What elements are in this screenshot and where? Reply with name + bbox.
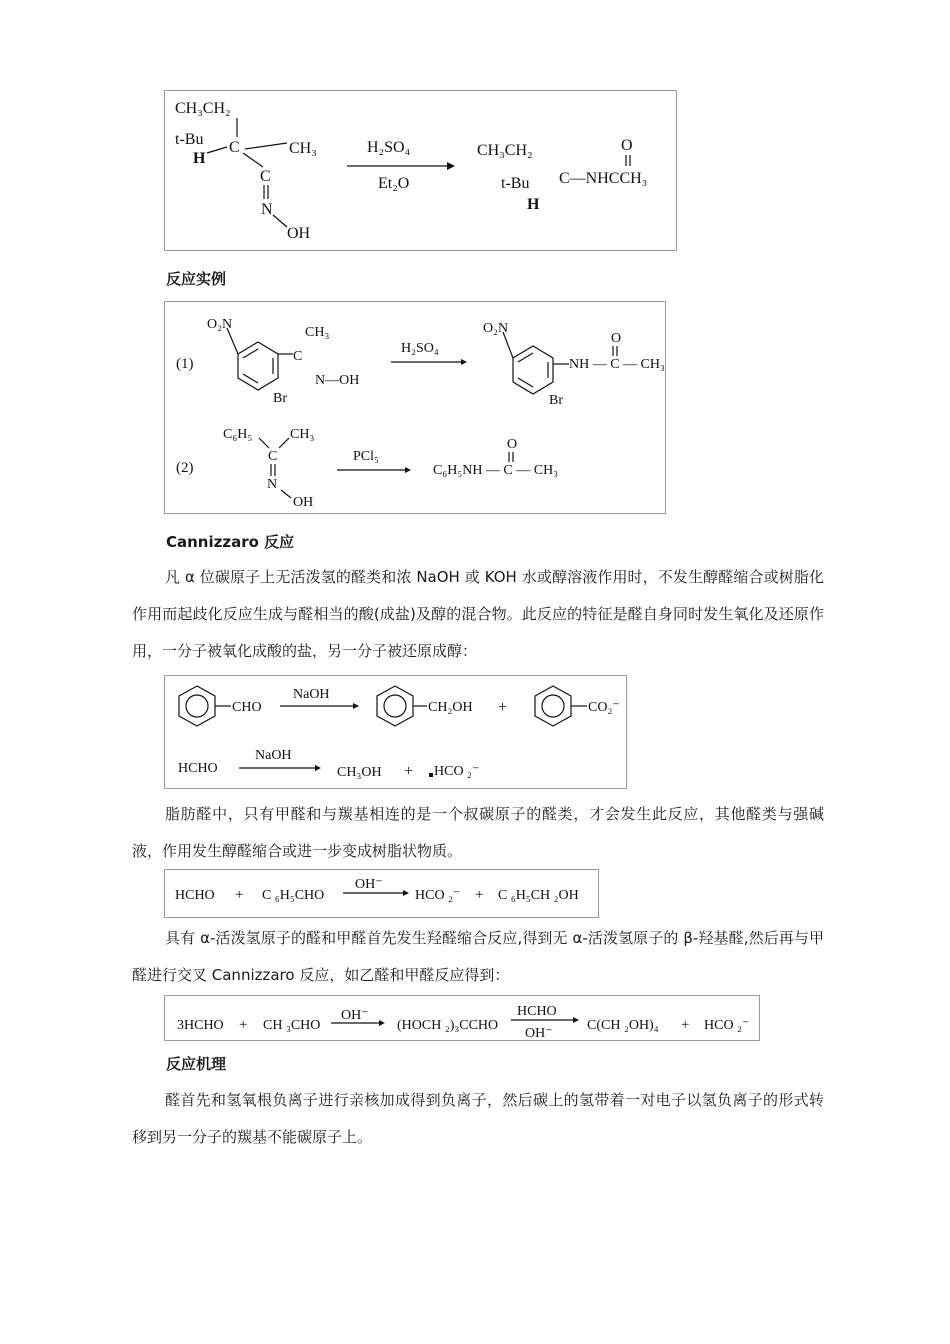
ring-b-bond-inner-1 bbox=[518, 353, 533, 362]
bond-c-c bbox=[243, 153, 263, 167]
phenyl-c: C₆H₅ bbox=[223, 427, 253, 442]
bond-c-methyl-c bbox=[279, 438, 289, 448]
amide-chain-b: NH — C — CH₃ bbox=[569, 357, 665, 372]
tbu-group-right: t-Bu bbox=[501, 175, 530, 192]
plus-cannizzaro-1: + bbox=[498, 699, 508, 716]
benzene-ring-3 bbox=[535, 686, 571, 726]
crossed-benzaldehyde: C ₆H₅CHO bbox=[262, 888, 325, 903]
benzene-ring-3-circle bbox=[542, 695, 564, 717]
bromo-a: Br bbox=[273, 391, 287, 406]
hydroxyl-c: OH bbox=[293, 495, 314, 510]
crossed-benzyl-alcohol: C ₆H₅CH ₂OH bbox=[498, 888, 579, 903]
paragraph-2: 脂肪醛中，只有甲醛和与羰基相连的是一个叔碳原子的醛类，才会发生此反应，其他醛类与强碱液，作用发生醇醛缩合或进一步变成树脂状物质。 bbox=[132, 805, 824, 860]
aldol-cannizzaro-scheme bbox=[164, 995, 760, 1041]
aldol-reactant-2: CH ₃CHO bbox=[263, 1018, 321, 1033]
nitro-group-a: O₂N bbox=[207, 317, 233, 332]
aldol-formate: HCO ₂⁻ bbox=[704, 1018, 750, 1033]
aldol-reagent-2-top: HCHO bbox=[517, 1004, 557, 1019]
bond-n-oh-c bbox=[281, 490, 291, 498]
ethyl-group-left: CH₃CH₂ bbox=[175, 100, 231, 117]
bromo-b: Br bbox=[549, 393, 563, 408]
bond-h-wedge bbox=[207, 147, 227, 153]
bullet-mark bbox=[429, 773, 433, 777]
formaldehyde: HCHO bbox=[178, 761, 218, 776]
stereocenter-left: C bbox=[229, 139, 240, 156]
nitro-group-b: O₂N bbox=[483, 321, 509, 336]
reagent-cannizzaro-2: NaOH bbox=[255, 748, 292, 763]
carbonyl-oxygen-b: O bbox=[611, 331, 622, 346]
heading-cannizzaro: Cannizzaro 反应 bbox=[166, 533, 295, 551]
benzene-ring-2-circle bbox=[384, 695, 406, 717]
hydrogen-left: H bbox=[193, 150, 206, 167]
heading-examples: 反应实例 bbox=[166, 270, 227, 288]
benzene-ring-1-circle bbox=[186, 695, 208, 717]
ring-a-bond-inner-1 bbox=[243, 349, 258, 358]
ethyl-group-right: CH₃CH₂ bbox=[477, 142, 533, 159]
reaction-arrow-head bbox=[447, 162, 455, 170]
carboxylate-group: CO₂⁻ bbox=[588, 700, 620, 715]
paragraph-4: 醛首先和氢氧根负离子进行亲核加成得到负离子，然后碳上的氢带着一对电子以氢负离子的形式转移到另一分子的羰基不能碳原子上。 bbox=[132, 1091, 824, 1146]
carbonyl-oxygen-right: O bbox=[621, 137, 633, 154]
arrow-head-cannizzaro-2 bbox=[315, 765, 321, 771]
reagent-cannizzaro-1: NaOH bbox=[293, 687, 330, 702]
carbon-a: C bbox=[293, 349, 303, 364]
paragraph-1: 凡 α 位碳原子上无活泼氢的醛类和浓 NaOH 或 KOH 水或醇溶液作用时，不发生醇醛缩合或树脂化作用而起歧化反应生成与醛相当的酸(成盐)及醇的混合物。此反应的特征是醛自身同时发生氧化及还原作用，一分子被氧化成酸的盐，另一分子被还原成醇： bbox=[132, 568, 824, 660]
aldol-arrow-head-1 bbox=[379, 1020, 385, 1026]
examples-scheme bbox=[164, 301, 666, 514]
bond-n-oh bbox=[273, 215, 287, 227]
bond-c-methyl bbox=[245, 143, 287, 149]
bond-c-phenyl bbox=[259, 438, 269, 448]
oxime-hydroxyl: OH bbox=[287, 225, 311, 242]
reagent-top: H₂SO₄ bbox=[367, 139, 411, 156]
methanol: CH₃OH bbox=[337, 765, 382, 780]
aldol-reagent-1: OH⁻ bbox=[341, 1008, 369, 1023]
oxime-a: N—OH bbox=[315, 373, 360, 388]
aldehyde-group: CHO bbox=[232, 700, 262, 715]
aldol-product: C(CH ₂OH)₄ bbox=[587, 1018, 659, 1033]
ring-a-bond-inner-3 bbox=[243, 374, 258, 383]
aldol-intermediate: (HOCH ₂)₃CCHO bbox=[397, 1018, 499, 1033]
alcohol-group: CH₂OH bbox=[428, 700, 473, 715]
heading-mechanism: 反应机理 bbox=[166, 1055, 227, 1073]
aldol-plus-1: + bbox=[239, 1017, 248, 1033]
carbonyl-oxygen-d: O bbox=[507, 437, 518, 452]
reagent-example-1: H₂SO₄ bbox=[401, 341, 439, 356]
aldol-reagent-2-bottom: OH⁻ bbox=[525, 1026, 553, 1040]
crossed-plus-2: + bbox=[475, 887, 484, 903]
aldol-plus-2: + bbox=[681, 1017, 690, 1033]
methyl-a: CH₃ bbox=[305, 325, 330, 340]
benzene-ring-1 bbox=[179, 686, 215, 726]
plus-cannizzaro-2: + bbox=[404, 763, 414, 780]
beckmann-scheme bbox=[164, 90, 677, 251]
hydrogen-right: H bbox=[527, 196, 540, 213]
aldol-reactant-1: 3HCHO bbox=[177, 1018, 224, 1033]
carbon-c: C bbox=[268, 449, 278, 464]
arrow-head-cannizzaro-1 bbox=[353, 703, 359, 709]
oxime-carbon: C bbox=[260, 168, 271, 185]
nitrogen-c: N bbox=[267, 477, 278, 492]
paragraph-3: 具有 α-活泼氢原子的醛和甲醛首先发生羟醛缩合反应,得到无 α-活泼氢原子的 β-羟基醛,然后再与甲醛进行交叉 Cannizzaro 反应，如乙醛和甲醛反应得到： bbox=[132, 929, 824, 984]
cannizzaro-scheme bbox=[164, 675, 627, 789]
oxime-nitrogen: N bbox=[261, 201, 273, 218]
reagent-example-2: PCl₅ bbox=[353, 449, 379, 464]
arrow-head-example-2 bbox=[405, 467, 411, 473]
arrow-head-example-1 bbox=[461, 359, 467, 365]
amide-product: C—NHCCH₃ bbox=[559, 170, 648, 187]
nitro-bond-a bbox=[227, 328, 238, 354]
product-example-2: C₆H₅NH — C — CH₃ bbox=[433, 463, 559, 478]
crossed-arrow-head bbox=[403, 890, 409, 896]
methyl-c: CH₃ bbox=[290, 427, 315, 442]
methyl-left: CH₃ bbox=[289, 140, 317, 157]
reagent-bottom: Et₂O bbox=[378, 175, 410, 192]
crossed-plus-1: + bbox=[235, 887, 244, 903]
aldol-arrow-head-2 bbox=[573, 1017, 579, 1023]
example-label-2: (2) bbox=[176, 460, 194, 476]
crossed-formaldehyde: HCHO bbox=[175, 888, 215, 903]
crossed-formate: HCO ₂⁻ bbox=[415, 888, 461, 903]
ring-b-bond-inner-3 bbox=[518, 378, 533, 387]
crossed-reagent: OH⁻ bbox=[355, 877, 383, 892]
formate: HCO ₂⁻ bbox=[434, 764, 480, 779]
example-label-1: (1) bbox=[176, 356, 194, 372]
crossed-cannizzaro-scheme bbox=[164, 869, 599, 918]
benzene-ring-2 bbox=[377, 686, 413, 726]
tbu-group-left: t-Bu bbox=[175, 131, 204, 148]
